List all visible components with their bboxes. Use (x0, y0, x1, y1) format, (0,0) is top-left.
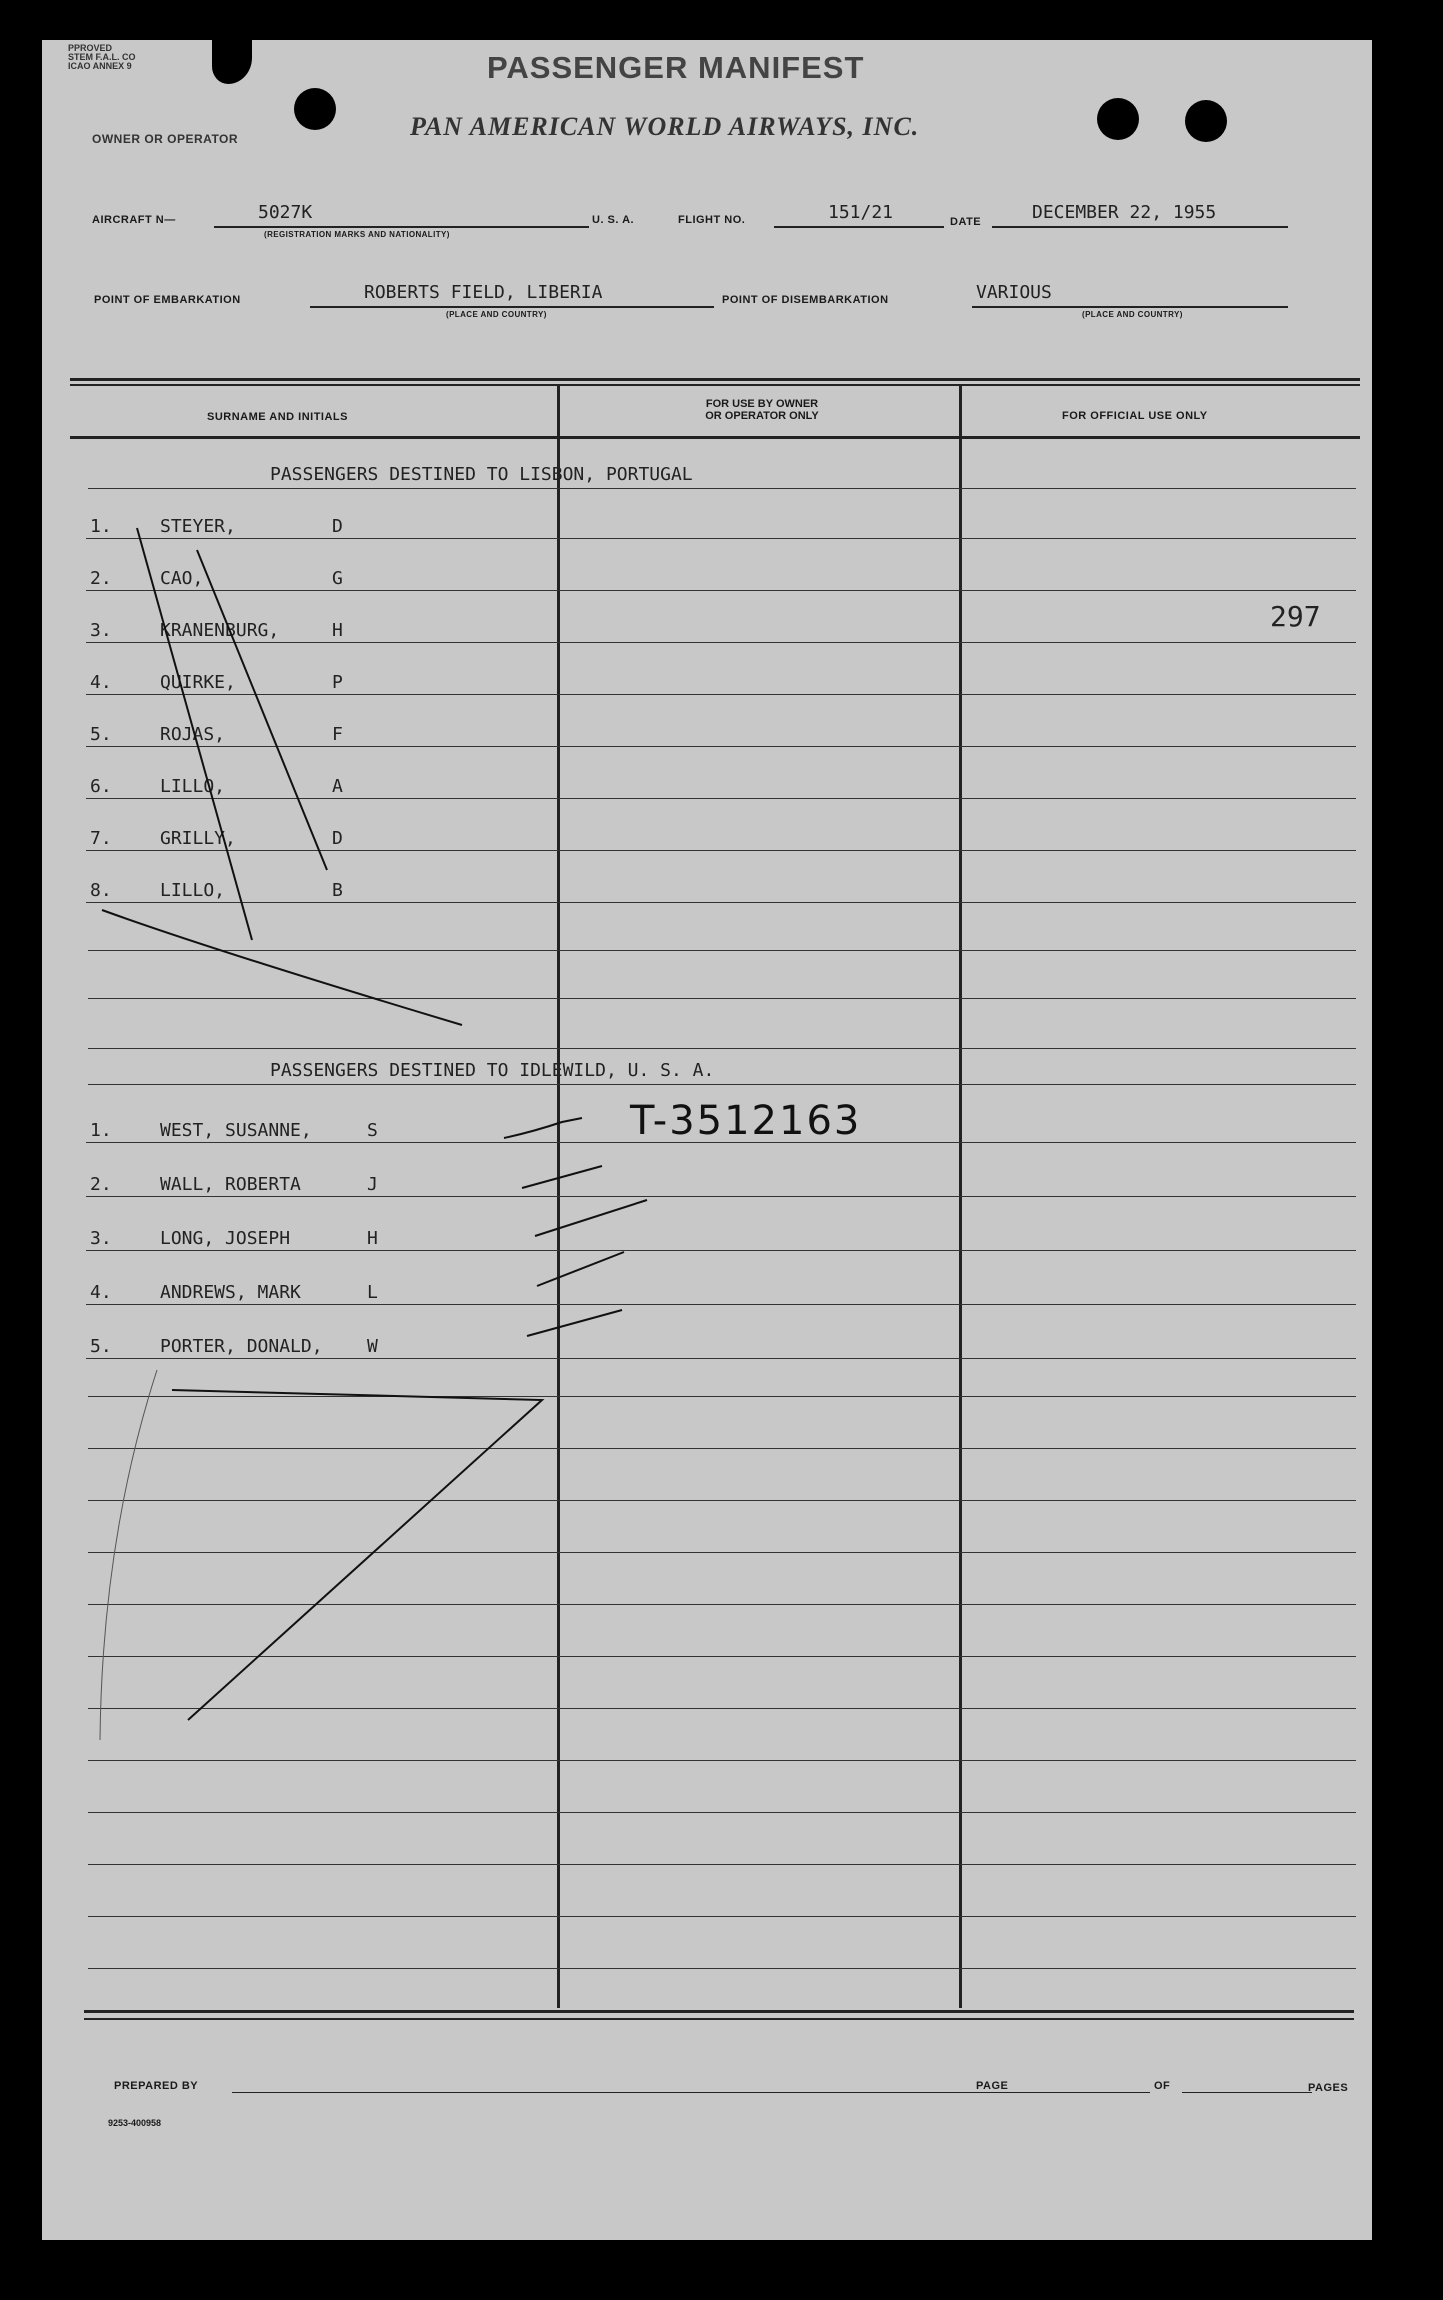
column-official-use: FOR OFFICIAL USE ONLY (1062, 410, 1208, 422)
passenger-number: 3. (90, 1228, 112, 1249)
passenger-initial: S (367, 1120, 378, 1141)
handwritten-reference: T-3512163 (630, 1098, 862, 1144)
check-mark-2 (522, 1166, 602, 1188)
column-owner-use-line2: OR OPERATOR ONLY (705, 410, 819, 422)
section-heading-lisbon: PASSENGERS DESTINED TO LISBON, PORTUGAL (270, 464, 693, 485)
check-mark-4 (537, 1252, 624, 1286)
passenger-name: ANDREWS, MARK (160, 1282, 301, 1303)
passenger-number: 4. (90, 1282, 112, 1303)
owner-operator-label: OWNER OR OPERATOR (92, 132, 239, 146)
of-label: OF (1154, 2080, 1171, 2092)
passenger-name: STEYER, (160, 516, 236, 537)
passenger-initial: A (332, 776, 343, 797)
aircraft-label: AIRCRAFT N— (92, 214, 176, 226)
approval-line-1: PPROVED (68, 43, 113, 53)
passenger-name: KRANENBURG, (160, 620, 280, 641)
passenger-number: 6. (90, 776, 112, 797)
passenger-number: 1. (90, 516, 112, 537)
strike-lisbon-sweep (102, 910, 462, 1025)
passenger-name: LILLO, (160, 880, 226, 901)
passenger-initial: P (332, 672, 343, 693)
date-value: DECEMBER 22, 1955 (1032, 202, 1217, 223)
passenger-initial: J (367, 1174, 378, 1195)
passenger-number: 5. (90, 724, 112, 745)
embarkation-label: POINT OF EMBARKATION (94, 294, 241, 306)
passenger-name: GRILLY, (160, 828, 236, 849)
passenger-initial: D (332, 516, 343, 537)
passenger-initial: F (332, 724, 343, 745)
prepared-by-label: PREPARED BY (114, 2080, 199, 2092)
aircraft-value: 5027K (258, 202, 313, 223)
approval-line-3: ICAO ANNEX 9 (68, 61, 132, 71)
passenger-name: PORTER, DONALD, (160, 1336, 323, 1357)
disembarkation-caption: (PLACE AND COUNTRY) (1082, 310, 1183, 319)
flight-value: 151/21 (828, 202, 894, 223)
passenger-initial: B (332, 880, 343, 901)
passenger-initial: H (332, 620, 343, 641)
disembarkation-value: VARIOUS (976, 282, 1052, 303)
usa-label: U. S. A. (592, 214, 635, 226)
section-heading-idlewild: PASSENGERS DESTINED TO IDLEWILD, U. S. A. (270, 1060, 715, 1081)
passenger-name: CAO, (160, 568, 204, 589)
page-label: PAGE (976, 2080, 1009, 2092)
passenger-number: 7. (90, 828, 112, 849)
manifest-sheet (42, 40, 1372, 2240)
date-label: DATE (950, 216, 982, 228)
check-mark-3 (535, 1200, 647, 1236)
flight-label: FLIGHT NO. (678, 214, 746, 226)
passenger-initial: H (367, 1228, 378, 1249)
check-mark-5 (527, 1310, 622, 1336)
registration-caption: (REGISTRATION MARKS AND NATIONALITY) (264, 230, 450, 239)
embarkation-value: ROBERTS FIELD, LIBERIA (364, 282, 603, 303)
passenger-number: 5. (90, 1336, 112, 1357)
approval-line-2: STEM F.A.L. CO (68, 52, 136, 62)
passenger-initial: D (332, 828, 343, 849)
operator-name: PAN AMERICAN WORLD AIRWAYS, INC. (410, 112, 920, 141)
passenger-number: 3. (90, 620, 112, 641)
passenger-name: QUIRKE, (160, 672, 236, 693)
page-title: PASSENGER MANIFEST (487, 50, 865, 85)
strike-idlewild-faint (100, 1370, 157, 1740)
disembarkation-label: POINT OF DISEMBARKATION (722, 294, 889, 306)
passenger-number: 2. (90, 1174, 112, 1195)
strike-lisbon-diag-2 (197, 550, 327, 870)
passenger-initial: W (367, 1336, 378, 1357)
form-number: 9253-400958 (108, 2118, 162, 2128)
official-number: 297 (1270, 600, 1321, 633)
column-surname: SURNAME AND INITIALS (207, 411, 348, 423)
strike-idlewild-line (172, 1390, 542, 1720)
passenger-number: 1. (90, 1120, 112, 1141)
passenger-name: WEST, SUSANNE, (160, 1120, 312, 1141)
passenger-name: WALL, ROBERTA (160, 1174, 301, 1195)
passenger-name: LILLO, (160, 776, 226, 797)
check-mark-1 (504, 1118, 582, 1138)
column-owner-use-line1: FOR USE BY OWNER (705, 398, 819, 410)
pen-marks-overlay (42, 40, 1372, 2240)
passenger-number: 2. (90, 568, 112, 589)
embarkation-caption: (PLACE AND COUNTRY) (446, 310, 547, 319)
passenger-name: LONG, JOSEPH (160, 1228, 291, 1249)
passenger-initial: G (332, 568, 343, 589)
pages-label: PAGES (1308, 2082, 1349, 2094)
passenger-initial: L (367, 1282, 378, 1303)
passenger-number: 4. (90, 672, 112, 693)
passenger-number: 8. (90, 880, 112, 901)
passenger-name: ROJAS, (160, 724, 226, 745)
strike-lisbon-diag-1 (137, 528, 252, 940)
